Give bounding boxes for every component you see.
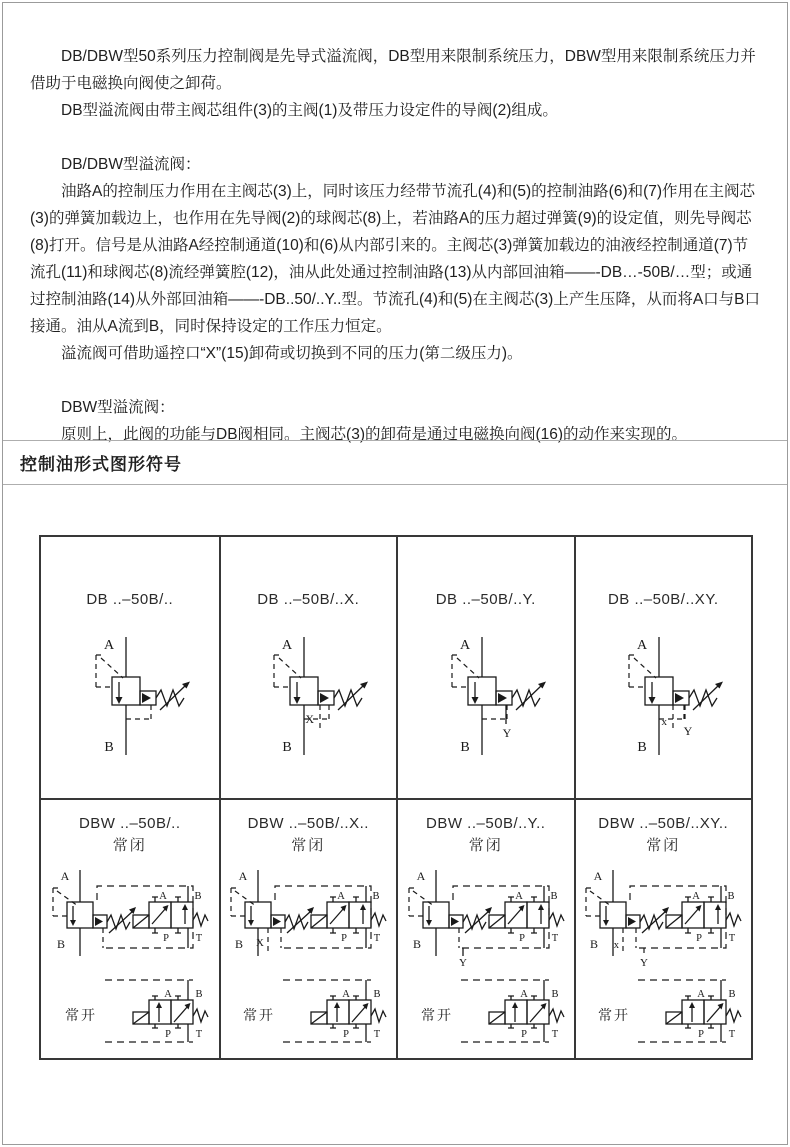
paragraph: DBW型溢流阀：	[61, 399, 175, 416]
table-cell-db-y	[396, 537, 574, 798]
dbw-closed-diagram-xy	[578, 862, 748, 968]
paragraph: 溢流阀可借助遥控口“X”(15)卸荷或切换到不同的压力(第二级压力)。	[61, 345, 523, 362]
port-label-y: Y	[458, 957, 467, 968]
dbw-open-diagram	[578, 970, 748, 1050]
dbw-open-diagram	[401, 970, 571, 1050]
cell-label: DB ..–50B/..Y.	[435, 591, 536, 608]
dbw-closed-diagram-x	[223, 862, 393, 968]
port-label-x: X	[305, 712, 315, 726]
cell-label: DBW ..–50B/..Y..	[426, 815, 546, 832]
paragraph: 原则上，此阀的功能与DB阀相同。主阀芯(3)的卸荷是通过电磁换向阀(16)的动作来实现的。	[61, 426, 688, 443]
cell-label: DBW ..–50B/..	[78, 815, 181, 832]
port-label-x: x	[614, 940, 620, 951]
table-cell-dbw-x	[219, 798, 397, 1058]
db-valve-diagram-y	[406, 625, 566, 765]
db-valve-diagram-xy	[583, 625, 743, 765]
table-row-dbw	[41, 798, 751, 1058]
normally-open-label: 常开	[243, 1007, 276, 1023]
table-cell-dbw-xy	[574, 798, 752, 1058]
db-valve-diagram-x	[228, 625, 388, 765]
paragraph: DB型溢流阀由带主阀芯组件(3)的主阀(1)及带压力设定件的导阀(2)组成。	[61, 102, 558, 119]
normally-open-label: 常开	[598, 1007, 631, 1023]
cell-label: DBW ..–50B/..X..	[247, 815, 369, 832]
table-cell-dbw-basic	[41, 798, 219, 1058]
section-header: 控制油形式图形符号	[20, 455, 182, 474]
normally-closed-label: 常闭	[112, 837, 147, 854]
cell-label: DB ..–50B/..X.	[257, 591, 360, 608]
dbw-open-diagram	[45, 970, 215, 1050]
page-border	[2, 2, 788, 1145]
table-row-db	[41, 537, 751, 798]
port-label-y: Y	[640, 957, 649, 968]
description-text	[30, 43, 762, 448]
dbw-closed-diagram	[45, 862, 215, 968]
table-cell-db-basic	[41, 537, 219, 798]
normally-open-label: 常开	[420, 1007, 453, 1023]
port-label-y: Y	[683, 724, 693, 738]
cell-label: DB ..–50B/..XY.	[607, 591, 719, 608]
paragraph: 油路A的控制压力作用在主阀芯(3)上，同时该压力经带节流孔(4)和(5)的控制油路(6)和(7)作用在主阀芯(3)的弹簧加载边上，也作用在先导阀(2)的球阀芯(8)上，若油路A的压力超过弹簧(9)的设定值，则先导阀芯(8)打开。信号是从油路A经控制通道(10)和(6)从内部引来的。主阀芯(3)弹簧加载边的油液经控制通道(7)节流孔(11)和球阀芯(8)流经弹簧腔(12)，油从此处通过控制油路(13)从内部回油箱——-DB…-50B/…型；或通过控制油路(14)从外部回油箱——-DB..50/..Y..型。节流孔(4)和(5)在主阀芯(3)上产生压降，从而将A口与B口接通。油从A流到B，同时保持设定的工作压力恒定。	[30, 183, 760, 335]
table-cell-db-x	[219, 537, 397, 798]
normally-closed-label: 常闭	[291, 837, 326, 854]
symbol-table	[39, 535, 753, 1060]
dbw-closed-diagram-y	[401, 862, 571, 968]
normally-closed-label: 常闭	[468, 837, 503, 854]
normally-open-label: 常开	[64, 1007, 97, 1023]
section-header-bar	[3, 440, 787, 485]
dbw-open-diagram	[223, 970, 393, 1050]
port-label-x: x	[661, 716, 668, 728]
cell-label: DBW ..–50B/..XY..	[598, 815, 729, 832]
paragraph: DB/DBW型50系列压力控制阀是先导式溢流阀，DB型用来限制系统压力，DBW型用来限制系统压力并借助于电磁换向阀使之卸荷。	[30, 48, 756, 92]
port-label-y: Y	[502, 726, 512, 740]
cell-label: DB ..–50B/..	[86, 591, 174, 608]
table-cell-db-xy	[574, 537, 752, 798]
normally-closed-label: 常闭	[646, 837, 681, 854]
table-cell-dbw-y	[396, 798, 574, 1058]
db-valve-diagram	[50, 625, 210, 765]
paragraph: DB/DBW型溢流阀：	[61, 156, 201, 173]
port-label-x: X	[256, 937, 265, 949]
